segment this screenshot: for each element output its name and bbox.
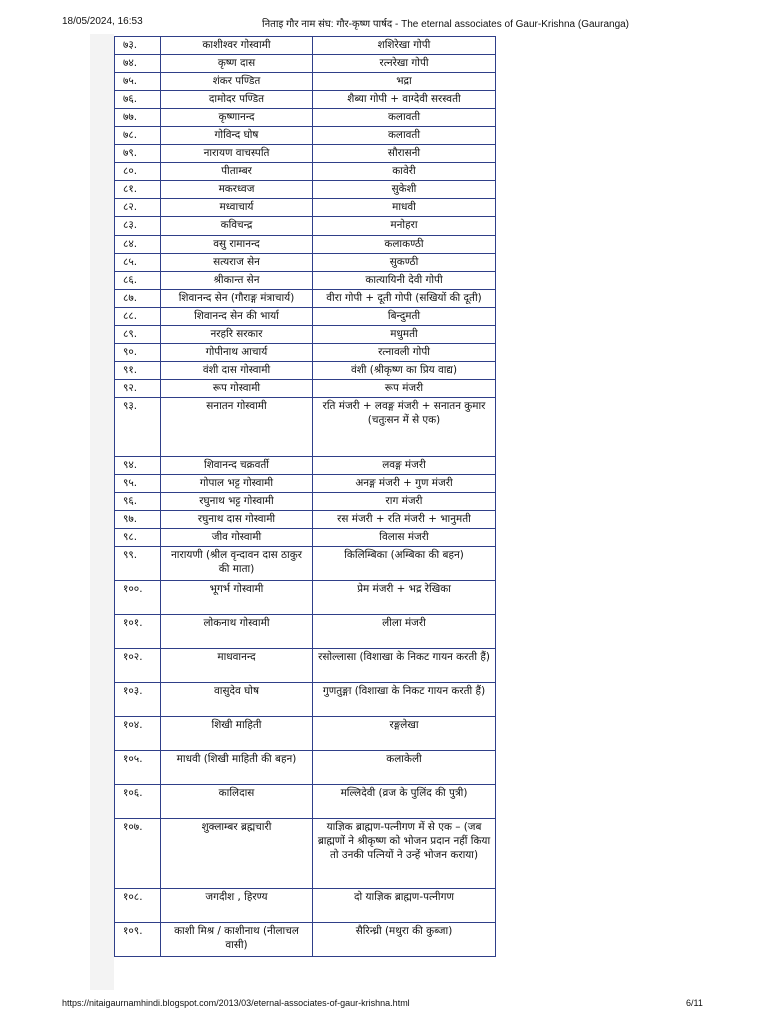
row-number: ९१. [115,361,161,379]
table-row [115,325,496,343]
associate-name: सनातन गोस्वामी [161,397,313,456]
associate-name: कालिदास [161,785,313,819]
row-number: ८०. [115,163,161,181]
eternal-identity: लीला मंजरी [313,615,496,649]
row-number: ९७. [115,511,161,529]
row-number: ७४. [115,55,161,73]
associate-name: वसु रामानन्द [161,235,313,253]
eternal-identity: वंशी (श्रीकृष्ण का प्रिय वाद्य) [313,361,496,379]
eternal-identity: कात्यायिनी देवी गोपी [313,271,496,289]
eternal-identity: कलावती [313,127,496,145]
row-number: ७७. [115,109,161,127]
eternal-identity: याज्ञिक ब्राह्मण-पत्नीगण में से एक – (जब ब्राह्मणों ने श्रीकृष्ण को भोजन प्रदान नहीं किया तो उनकी पत्नियों ने उन्हें भोजन कराया) [313,819,496,889]
associate-name: मध्वाचार्य [161,199,313,217]
row-number: ८८. [115,307,161,325]
associate-name: कृष्णानन्द [161,109,313,127]
table-row [115,307,496,325]
print-url: https://nitaigaurnamhindi.blogspot.com/2013/03/eternal-associates-of-gaur-krishna.html [62,998,410,1008]
eternal-identity: मल्लिदेवी (व्रज के पुलिंद की पुत्री) [313,785,496,819]
row-number: ९६. [115,493,161,511]
row-number: ८५. [115,253,161,271]
row-number: १०४. [115,717,161,751]
associate-name: काशीश्वर गोस्वामी [161,37,313,55]
eternal-identity: अनङ्ग मंजरी + गुण मंजरी [313,474,496,492]
associates-table [114,36,496,957]
eternal-identity: मनोहरा [313,217,496,235]
table-row [115,253,496,271]
table-row [115,379,496,397]
table-row [115,511,496,529]
row-number: ८३. [115,217,161,235]
table-row [115,145,496,163]
eternal-identity: बिन्दुमती [313,307,496,325]
eternal-identity: कलावती [313,109,496,127]
row-number: ७५. [115,73,161,91]
associate-name: नारायण वाचस्पति [161,145,313,163]
table-row [115,717,496,751]
eternal-identity: गुणतुङ्गा (विशाखा के निकट गायन करती हैं) [313,683,496,717]
table-row [115,785,496,819]
eternal-identity: कलाकेली [313,751,496,785]
row-number: ९९. [115,547,161,581]
row-number: ८४. [115,235,161,253]
associate-name: माधवानन्द [161,649,313,683]
associate-name: शंकर पण्डित [161,73,313,91]
associate-name: पीताम्बर [161,163,313,181]
table-row [115,199,496,217]
associate-name: शिखी माहिती [161,717,313,751]
associate-name: जगदीश , हिरण्य [161,889,313,923]
row-number: १०७. [115,819,161,889]
row-number: ९३. [115,397,161,456]
associate-name: कविचन्द्र [161,217,313,235]
eternal-identity: भद्रा [313,73,496,91]
table-row [115,163,496,181]
table-row [115,55,496,73]
table-row [115,529,496,547]
row-number: १०५. [115,751,161,785]
associate-name: दामोदर पण्डित [161,91,313,109]
row-number: १०२. [115,649,161,683]
row-number: ९८. [115,529,161,547]
eternal-identity: सैरिन्ध्री (मथुरा की कुब्जा) [313,923,496,957]
row-number: ७६. [115,91,161,109]
associate-name: सत्यराज सेन [161,253,313,271]
table-row [115,217,496,235]
associate-name: श्रीकान्त सेन [161,271,313,289]
table-row [115,37,496,55]
eternal-identity: सुकण्ठी [313,253,496,271]
table-row [115,361,496,379]
associate-name: रघुनाथ दास गोस्वामी [161,511,313,529]
associate-name: कृष्ण दास [161,55,313,73]
table-row [115,889,496,923]
table-row [115,73,496,91]
row-number: ८२. [115,199,161,217]
eternal-identity: शशिरेखा गोपी [313,37,496,55]
row-number: ८१. [115,181,161,199]
print-footer [0,994,768,1014]
eternal-identity: रत्नावली गोपी [313,343,496,361]
eternal-identity: रत्नरेखा गोपी [313,55,496,73]
row-number: ९०. [115,343,161,361]
table-row [115,397,496,456]
associate-name: गोविन्द घोष [161,127,313,145]
eternal-identity: विलास मंजरी [313,529,496,547]
table-row [115,456,496,474]
page-number: 6/11 [686,998,703,1008]
table-row [115,819,496,889]
row-number: ९४. [115,456,161,474]
table-row [115,127,496,145]
associate-name: लोकनाथ गोस्वामी [161,615,313,649]
row-number: १०३. [115,683,161,717]
row-number: १०१. [115,615,161,649]
table-row [115,751,496,785]
print-title: निताइ गौर नाम संघ: गौर-कृष्ण पार्षद - The eternal associates of Gaur-Krishna (Gauranga) [262,19,630,30]
eternal-identity: सुकेशी [313,181,496,199]
eternal-identity: रसोल्लासा (विशाखा के निकट गायन करती हैं) [313,649,496,683]
eternal-identity: कलाकण्ठी [313,235,496,253]
table-row [115,683,496,717]
eternal-identity: माधवी [313,199,496,217]
eternal-identity: रङ्गलेखा [313,717,496,751]
eternal-identity: रस मंजरी + रति मंजरी + भानुमती [313,511,496,529]
row-number: १०६. [115,785,161,819]
associate-name: नरहरि सरकार [161,325,313,343]
associate-name: शिवानन्द सेन (गौराङ्ग मंत्राचार्य) [161,289,313,307]
table-row [115,474,496,492]
table-row [115,493,496,511]
associate-name: शुक्लाम्बर ब्रह्मचारी [161,819,313,889]
table-row [115,91,496,109]
associate-name: भूगर्भ गोस्वामी [161,581,313,615]
associate-name: काशी मिश्र / काशीनाथ (नीलाचल वासी) [161,923,313,957]
eternal-identity: दो याज्ञिक ब्राह्मण-पत्नीगण [313,889,496,923]
eternal-identity: लवङ्ग मंजरी [313,456,496,474]
eternal-identity: शैब्या गोपी + वाग्देवी सरस्वती [313,91,496,109]
row-number: १००. [115,581,161,615]
table-row [115,343,496,361]
associate-name: रघुनाथ भट्ट गोस्वामी [161,493,313,511]
table-row [115,271,496,289]
associate-name: गोपाल भट्ट गोस्वामी [161,474,313,492]
row-number: ७९. [115,145,161,163]
table-row [115,109,496,127]
associate-name: मकरध्वज [161,181,313,199]
eternal-identity: प्रेम मंजरी + भद्र रेखिका [313,581,496,615]
print-date: 18/05/2024, 16:53 [62,16,143,27]
associate-name: शिवानन्द सेन की भार्या [161,307,313,325]
page-left-gutter [90,34,114,990]
eternal-identity: किलिम्बिका (अम्बिका की बहन) [313,547,496,581]
row-number: ८७. [115,289,161,307]
row-number: ९५. [115,474,161,492]
eternal-identity: राग मंजरी [313,493,496,511]
table-row [115,615,496,649]
row-number: १०९. [115,923,161,957]
row-number: १०८. [115,889,161,923]
associate-name: माधवी (शिखी माहिती की बहन) [161,751,313,785]
associate-name: रूप गोस्वामी [161,379,313,397]
table-row [115,235,496,253]
table-row [115,181,496,199]
associate-name: वंशी दास गोस्वामी [161,361,313,379]
eternal-identity: सौरासनी [313,145,496,163]
table-row [115,289,496,307]
table-row [115,923,496,957]
row-number: ८६. [115,271,161,289]
associate-name: नारायणी (श्रील वृन्दावन दास ठाकुर की माता) [161,547,313,581]
associate-name: शिवानन्द चक्रवर्ती [161,456,313,474]
table-row [115,649,496,683]
row-number: ९२. [115,379,161,397]
table-row [115,547,496,581]
row-number: ७३. [115,37,161,55]
row-number: ८९. [115,325,161,343]
associate-name: गोपीनाथ आचार्य [161,343,313,361]
eternal-identity: रूप मंजरी [313,379,496,397]
eternal-identity: कावेरी [313,163,496,181]
eternal-identity: मधुमती [313,325,496,343]
print-header [0,0,768,34]
eternal-identity: रति मंजरी + लवङ्ग मंजरी + सनातन कुमार (चतुःसन में से एक) [313,397,496,456]
associate-name: वासुदेव घोष [161,683,313,717]
eternal-identity: वीरा गोपी + दूती गोपी (सखियों की दूती) [313,289,496,307]
table-row [115,581,496,615]
row-number: ७८. [115,127,161,145]
associate-name: जीव गोस्वामी [161,529,313,547]
